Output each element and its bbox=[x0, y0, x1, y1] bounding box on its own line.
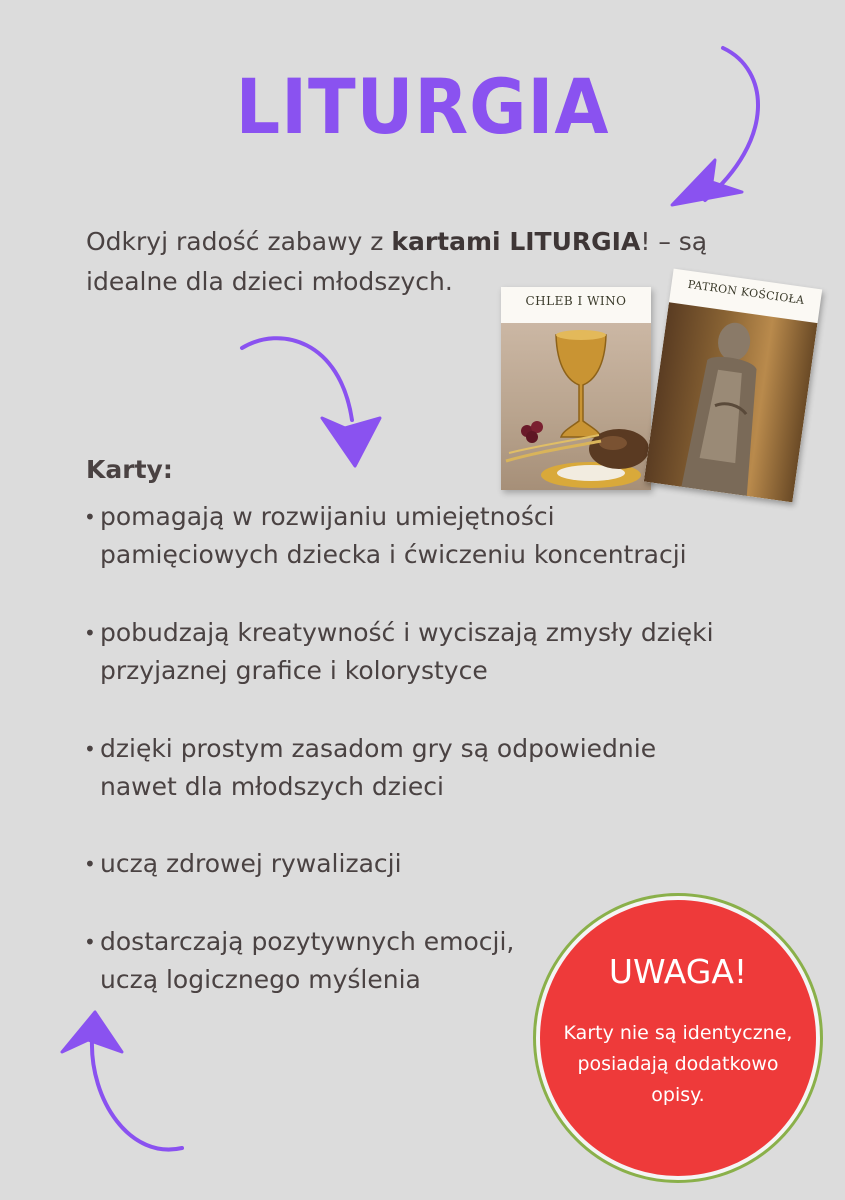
list-item-line1: uczą zdrowej rywalizacji bbox=[100, 849, 402, 878]
list-item-line2: uczą logicznego myślenia bbox=[100, 965, 421, 994]
notice-line2: posiadają dodatkowo bbox=[577, 1053, 779, 1075]
intro-part1: Odkryj radość zabawy z bbox=[86, 227, 392, 256]
list-item bbox=[84, 730, 784, 806]
list-item-line1: pobudzają kreatywność i wyciszają zmysły dzięki bbox=[100, 618, 714, 647]
bullet-dot: • bbox=[84, 621, 96, 645]
list-item-line1: pomagają w rozwijaniu umiejętności bbox=[100, 502, 555, 531]
statue-photo bbox=[644, 302, 818, 502]
card-label: CHLEB I WINO bbox=[525, 294, 627, 308]
list-item-line2: nawet dla młodszych dzieci bbox=[100, 772, 444, 801]
bullet-dot: • bbox=[84, 930, 96, 954]
list-item-line2: przyjaznej grafice i kolorystyce bbox=[100, 656, 488, 685]
card-label: PATRON KOŚCIOŁA bbox=[686, 277, 806, 308]
intro-line2: idealne dla dzieci młodszych. bbox=[86, 267, 453, 296]
list-item-line1: dzięki prostym zasadom gry są odpowiednie bbox=[100, 734, 657, 763]
notice-circle bbox=[536, 896, 820, 1180]
chalice-icon bbox=[501, 323, 651, 490]
list-item bbox=[84, 498, 784, 574]
list-item-line2: pamięciowych dziecka i ćwiczeniu koncentracji bbox=[100, 540, 687, 569]
chalice-photo bbox=[501, 323, 651, 490]
notice-line1: Karty nie są identyczne, bbox=[563, 1022, 793, 1044]
bullet-dot: • bbox=[84, 737, 96, 761]
statue-icon bbox=[644, 302, 818, 502]
card-image-bread-wine bbox=[501, 287, 651, 490]
intro-part2: ! – są bbox=[640, 227, 708, 256]
notice-heading: UWAGA! bbox=[608, 952, 748, 991]
notice-line3: opisy. bbox=[651, 1084, 705, 1106]
cards-heading: Karty: bbox=[86, 455, 173, 484]
notice-text bbox=[548, 1018, 808, 1111]
list-item bbox=[84, 614, 784, 690]
card-image-patron bbox=[644, 269, 822, 503]
intro-bold: kartami LITURGIA bbox=[391, 227, 641, 256]
list-item bbox=[84, 845, 784, 883]
page-title: LITURGIA bbox=[235, 62, 610, 151]
bullet-dot: • bbox=[84, 505, 96, 529]
list-item-line1: dostarczają pozytywnych emocji, bbox=[100, 927, 515, 956]
bullet-dot: • bbox=[84, 852, 96, 876]
